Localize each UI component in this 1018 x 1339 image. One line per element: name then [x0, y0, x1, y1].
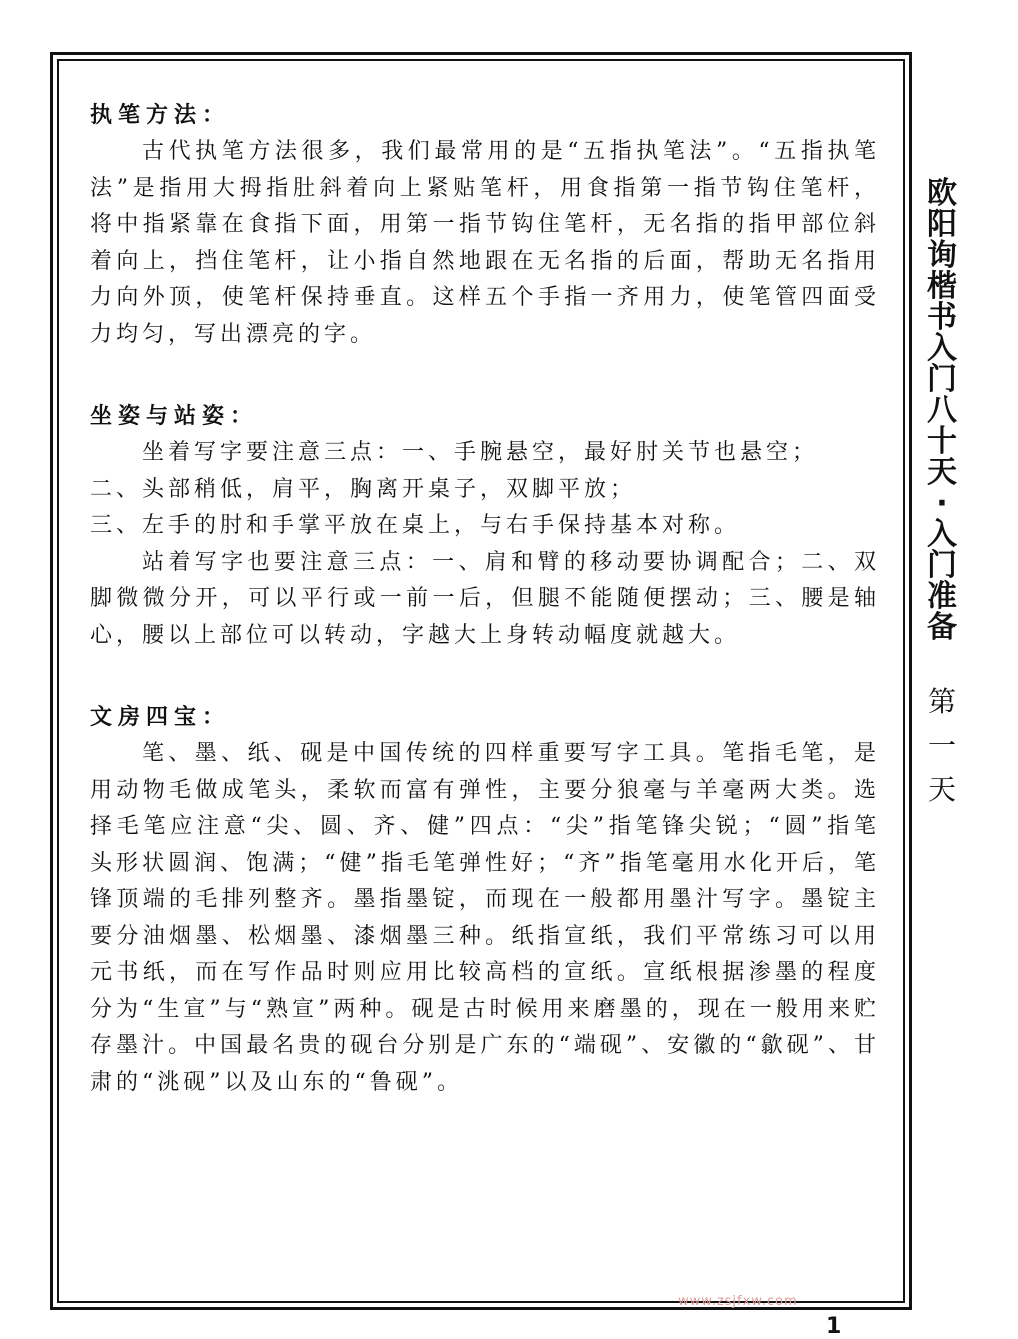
section-posture — [90, 399, 880, 654]
section-paragraph: 笔、墨、纸、砚是中国传统的四样重要写字工具。笔指毛笔，是用动物毛做成笔头，柔软而富有弹性，主要分狼毫与羊毫两大类。选择毛笔应注意“尖、圆、齐、健”四点：“尖”指笔锋尖锐；“圆”指笔头形状圆润、饱满；“健”指毛笔弹性好；“齐”指笔毫用水化开后，笔锋顶端的毛排列整齐。墨指墨锭，而现在一般都用墨汁写字。墨锭主要分油烟墨、松烟墨、漆烟墨三种。纸指宣纸，我们平常练习可以用元书纸，而在写作品时则应用比较高档的宣纸。宣纸根据渗墨的程度分为“生宣”与“熟宣”两种。砚是古时候用来磨墨的，现在一般用来贮存墨汁。中国最名贵的砚台分别是广东的“端砚”、安徽的“歙砚”、甘肃的“洮砚”以及山东的“鲁砚”。 — [90, 741, 880, 1095]
section-paragraph: 站着写字也要注意三点：一、肩和臂的移动要协调配合；二、双脚微微分开，可以平行或一前一后，但腿不能随便摆动；三、腰是轴心，腰以上部位可以转动，字越大上身转动幅度就越大。 — [90, 549, 880, 648]
side-day-label: 第一天 — [927, 685, 956, 806]
side-book-title: 欧阳询楷书入门八十天·入门准备 — [927, 176, 957, 645]
section-brush-holding — [90, 98, 880, 353]
section-spacer — [90, 353, 880, 399]
section-paragraph: 坐着写字要注意三点：一、手腕悬空，最好肘关节也悬空； — [142, 440, 819, 465]
page-body — [90, 98, 880, 1101]
page-number: 1 — [826, 1314, 842, 1339]
section-spacer — [90, 654, 880, 700]
section-heading: 文房四宝： — [90, 705, 231, 730]
section-paragraph: 二、头部稍低，肩平，胸离开桌子，双脚平放； — [90, 476, 637, 502]
watermark: www.zsjfxw.com — [678, 1294, 798, 1309]
section-heading: 坐姿与站姿： — [90, 404, 259, 429]
section-four-treasures — [90, 700, 880, 1101]
section-paragraph: 古代执笔方法很多，我们最常用的是“五指执笔法”。“五指执笔法”是指用大拇指肚斜着向上紧贴笔杆，用食指第一指节钩住笔杆，将中指紧靠在食指下面，用第一指节钩住笔杆，无名指的指甲部位斜着向上，挡住笔杆，让小指自然地跟在无名指的后面，帮助无名指用力向外顶，使笔杆保持垂直。这样五个手指一齐用力，使笔管四面受力均匀，写出漂亮的字。 — [90, 139, 880, 347]
section-heading: 执笔方法： — [90, 103, 231, 128]
section-paragraph: 三、左手的肘和手掌平放在桌上，与右手保持基本对称。 — [90, 513, 741, 538]
